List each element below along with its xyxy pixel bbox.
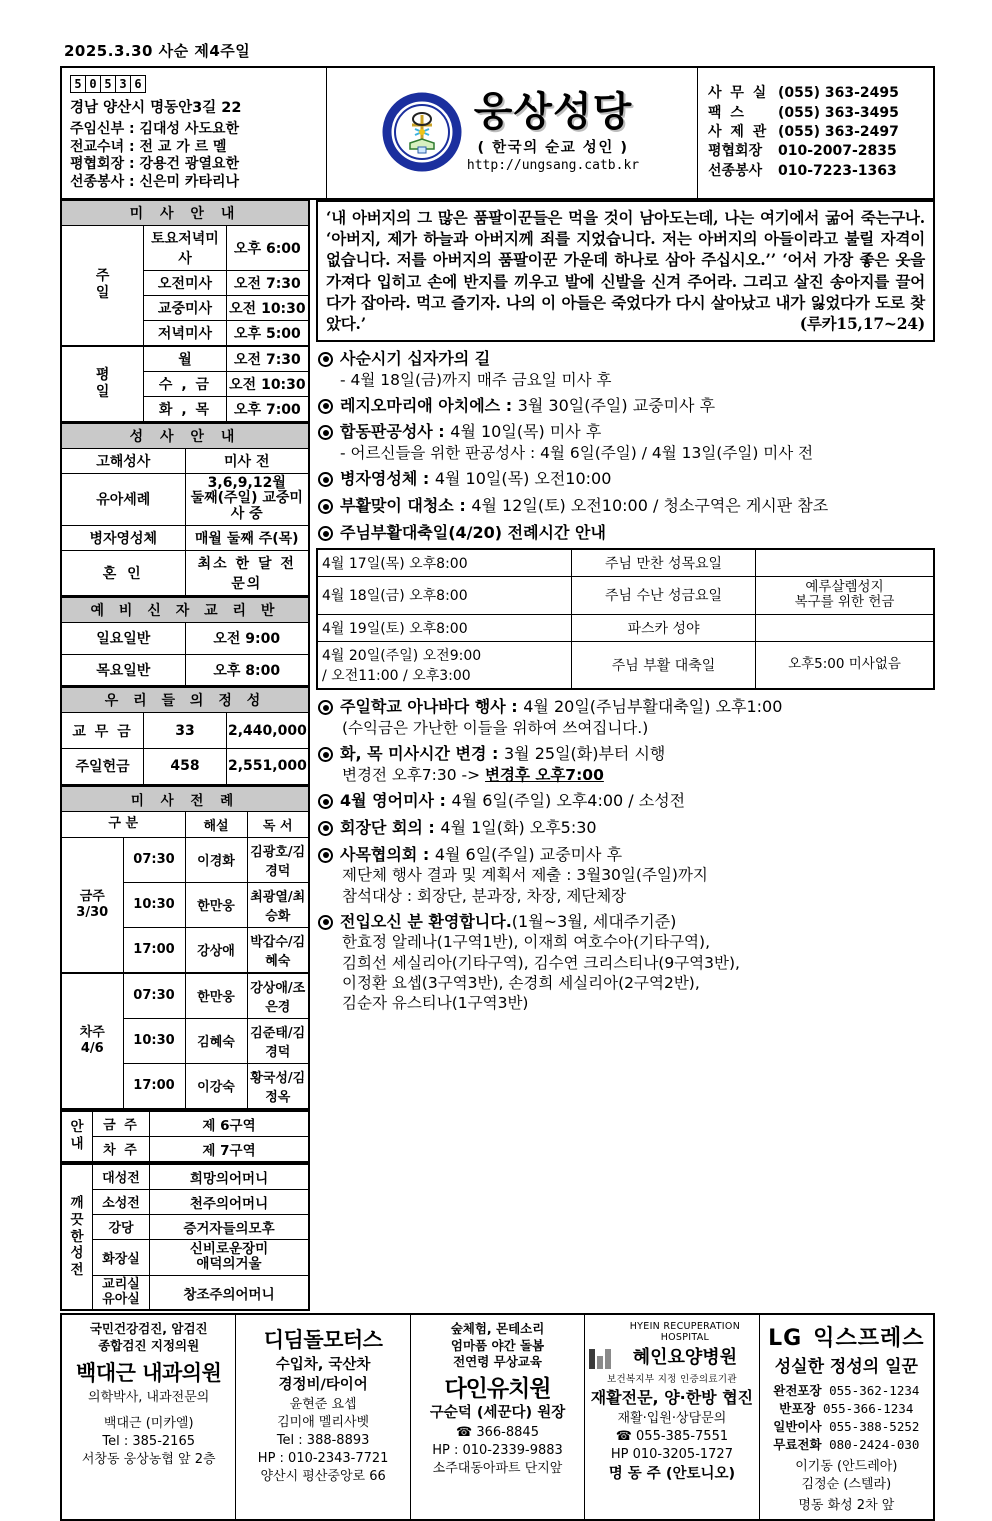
announcement-detail: 4월 10일(목) 미사 후 [450, 422, 602, 442]
staff-row: 주임신부 : 김대성 사도요한 [70, 121, 240, 137]
mass-time-before: 변경전 오후7:30 -> [342, 765, 486, 784]
usher-zone: 제 6구역 [150, 1111, 310, 1137]
ad-didimdol-motors[interactable] [236, 1315, 410, 1518]
offering-amount: 2,440,000 [226, 713, 309, 749]
cleaning-place: 강당 [93, 1214, 150, 1239]
sunday-label: 주 일 [61, 225, 144, 346]
easter-date: 4월 17일(목) 오후8:00 [317, 549, 572, 577]
usher-when: 차 주 [93, 1136, 150, 1162]
mass-time: 오후 7:00 [226, 396, 309, 422]
ad-rate-row [764, 1436, 929, 1454]
announcement-subline: (수익금은 가난한 이들을 위하여 쓰여집니다.) [342, 718, 649, 737]
ad-hp: HP : 010-2339-9883 [432, 1442, 563, 1458]
announcement-title [340, 791, 935, 812]
ad-logo-row [589, 1321, 754, 1369]
announcement-title: 사순시기 십자가의 길 [340, 348, 491, 368]
contact-row [708, 142, 925, 161]
zip-digit: 5 [100, 75, 116, 93]
mass-guide-title: 미 사 안 내 [61, 200, 309, 225]
announcement-detail: 4월 6일(주일) 오후4:00 / 소성전 [451, 791, 686, 810]
easter-date [317, 642, 572, 690]
liturgy-commentator: 강상애 [185, 927, 247, 973]
cleaning-team: 창조주의어머니 [150, 1276, 310, 1311]
usher-table [60, 1110, 310, 1163]
ad-rate-number: 055-366-1234 [823, 1400, 914, 1416]
mass-time: 오전 10:30 [226, 371, 309, 396]
sacrament-label: 고해성사 [61, 448, 185, 473]
liturgy-col-commentator: 해설 [185, 811, 247, 837]
bullet-icon [318, 425, 333, 440]
bullet-icon [318, 472, 333, 487]
contact-row [708, 123, 925, 142]
announcements-list [316, 349, 935, 1013]
church-subtitle: ( 한국의 순교 성인 ) [477, 139, 629, 156]
mass-name: 교중미사 [144, 295, 227, 320]
liturgy-time: 07:30 [123, 837, 185, 882]
announcement-title [340, 818, 935, 839]
liturgy-time: 07:30 [123, 973, 185, 1019]
staff-name: 강용건 광열요한 [139, 156, 240, 173]
catechumen-label: 목요일반 [61, 654, 185, 686]
ad-tagline-2: 종합검진 지정의원 [98, 1337, 200, 1353]
announcement-detail: (1월~3월, 세대주기준) [511, 911, 677, 931]
contact-cell [698, 67, 935, 199]
easter-name: 주님 수난 성금요일 [572, 576, 756, 614]
cleaning-team: 희망의어머니 [150, 1164, 310, 1190]
easter-date: 4월 19일(토) 오후8:00 [317, 615, 572, 642]
ad-address: 양산시 평산중앙로 66 [260, 1468, 386, 1484]
ad-rate-number: 055-362-1234 [829, 1382, 920, 1398]
contact-label: 선종봉사 [708, 162, 763, 179]
cleaning-place [93, 1276, 150, 1311]
bullet-icon [318, 794, 333, 809]
mass-name: 저녁미사 [144, 320, 227, 346]
sacrament-label: 혼 인 [61, 550, 185, 596]
easter-note-line2: 복구를 위한 헌금 [794, 594, 895, 611]
zip-digit: 5 [70, 75, 86, 93]
announcement-detail: 3월 30일(주일) 교중미사 후 [517, 395, 716, 415]
contact-label: 사 제 관 [708, 124, 769, 141]
zip-digit: 0 [85, 75, 101, 93]
announcement-label: 회장단 회의 : [340, 817, 441, 837]
contact-label: 사 무 실 [708, 85, 769, 102]
catechumen-table [60, 597, 310, 688]
mass-name: 수 , 금 [144, 371, 227, 396]
ad-name: 다인유치원 [444, 1376, 551, 1403]
sacrament-value [185, 473, 309, 525]
ad-person: 윤현준 요셉 [289, 1397, 357, 1413]
gospel-text: ‘내 아버지의 그 많은 품팔이꾼들은 먹을 것이 남아도는데, 나는 여기에서 굶어 죽는구나. ‘아버지, 제가 하늘과 아버지께 죄를 지었습니다. 저는 아버지의 아들이라고 불릴 자격이 없습니다. 저를 아버지의 품팔이꾼 가운데 하나로 삼아 주십시오.’’ ‘어서 가장 좋은 옷을 가져다 입히고 손에 반지를 끼우고 발에 신발을 신겨 주어라. 그리고 살진 송아지를 끌어다가 잡아라. 먹고 즐기자. 나의 이 아들은 죽었다가 다시 살아났고 내가 잃었다가 도로 찾았다.’ [326, 207, 925, 334]
ad-rate-row [764, 1382, 929, 1400]
announcement-item [316, 349, 935, 390]
gospel-quote [316, 200, 935, 342]
offering-table [60, 687, 310, 786]
announcement-title [340, 912, 935, 933]
ad-person: 김정순 (스텔라) [801, 1476, 892, 1492]
offering-title: 우 리 들 의 정 성 [61, 688, 309, 713]
liturgy-col-readers: 독 서 [247, 811, 309, 837]
announcement-detail: 4월 10일(목) 오전10:00 [434, 469, 612, 489]
announcement-item [316, 523, 935, 544]
ad-baekdaegeun-clinic[interactable] [62, 1315, 236, 1518]
ad-tel: Tel : 388-8893 [276, 1433, 370, 1449]
bullet-icon [318, 352, 333, 367]
staff-role: 선종봉사 [70, 173, 125, 190]
sacrament-value-line1: 3,6,9,12월 [207, 474, 286, 491]
ad-address: 명동 화성 2차 앞 [798, 1497, 895, 1513]
bullet-icon [318, 821, 333, 836]
bullet-icon [318, 915, 333, 930]
new-member-line: 이정환 요셉(3구역3반), 손경희 세실리아(2구역2반), [342, 973, 700, 992]
mass-time: 오전 7:30 [226, 346, 309, 372]
easter-schedule-table [316, 548, 935, 690]
bullet-icon [318, 700, 333, 715]
liturgy-week-name: 차주 [79, 1025, 105, 1041]
ad-tel: Tel : 385-2165 [102, 1433, 195, 1449]
gospel-source: (루카15,17~24) [799, 314, 925, 334]
announcement-title [340, 496, 935, 517]
ad-rate-row [764, 1418, 929, 1436]
easter-date: 4월 18일(금) 오후8:00 [317, 576, 572, 614]
ad-address: 소주대동아파트 단지앞 [432, 1460, 563, 1476]
announcement-subline [340, 765, 935, 785]
sacrament-value-line2: 둘째(주일) 교중미사 중 [190, 490, 303, 522]
weekday-label: 평 일 [61, 346, 144, 422]
easter-note: 오후5:00 미사없음 [756, 642, 935, 690]
cleaning-place: 화장실 [93, 1239, 150, 1276]
usher-when: 금 주 [93, 1111, 150, 1137]
announcement-title [340, 697, 935, 718]
announcement-subline: 참석대상 : 회장단, 분과장, 차장, 제단체장 [342, 886, 627, 905]
liturgy-readers: 최광열/최승화 [247, 882, 309, 927]
announcement-title [340, 845, 935, 866]
cleaning-team-line1: 신비로운장미 [189, 1240, 269, 1257]
announcement-label: 주일학교 아나바다 행사 : [340, 697, 524, 717]
parish-info-cell [61, 67, 327, 199]
announcement-title [340, 396, 935, 417]
ad-person: 백대근 (미카엘) [103, 1415, 194, 1431]
ad-service-1: 재활전문, 양·한방 협진 [590, 1388, 754, 1408]
sacrament-label: 병자영성체 [61, 525, 185, 550]
ad-person: 명 동 주 (안토니오) [608, 1466, 736, 1483]
announcement-item [316, 791, 935, 812]
announcement-title: 주님부활대축일(4/20) 전례시간 안내 [340, 523, 606, 543]
parish-crest-icon [385, 95, 459, 169]
offering-label: 주일헌금 [61, 749, 144, 785]
catechumen-label: 일요일반 [61, 622, 185, 654]
liturgy-title: 미 사 전 례 [61, 786, 309, 811]
cleaning-team: 증거자들의모후 [150, 1214, 310, 1239]
liturgy-time: 17:00 [123, 927, 185, 973]
announcement-title [340, 469, 935, 490]
advertisement-strip [60, 1313, 935, 1520]
offering-count: 33 [144, 713, 227, 749]
announcement-subline: 제단체 행사 결과 및 계획서 제출 : 3월30일(주일)까지 [342, 866, 708, 885]
cleaning-place-line1: 교리실 [102, 1277, 140, 1293]
mass-name: 토요저녁미사 [144, 225, 227, 270]
catechumen-value: 오후 8:00 [185, 654, 309, 686]
liturgy-readers: 김광호/김경덕 [247, 837, 309, 882]
announcement-detail: 4월 1일(화) 오후5:30 [440, 817, 597, 837]
contact-row [708, 104, 925, 123]
liturgy-commentator: 김혜숙 [185, 1018, 247, 1063]
staff-row: 전교수녀 : 전 교 가 르 멜 [70, 138, 227, 155]
dateline: 2025.3.30 사순 제4주일 [64, 42, 251, 60]
ad-tagline-3: 전연령 무상교육 [453, 1353, 542, 1369]
ad-dain-kindergarten[interactable] [411, 1315, 585, 1518]
ad-hp: HP : 010-2343-7721 [257, 1450, 389, 1466]
liturgy-week-date: 4/6 [80, 1040, 104, 1056]
ad-person: 김미애 멜리사벳 [277, 1415, 370, 1431]
cleaning-team [150, 1239, 310, 1276]
announcement-detail: 4월 12일(토) 오전10:00 / 청소구역은 게시판 참조 [471, 496, 829, 516]
announcement-subline: - 4월 18일(금)까지 매주 금요일 미사 후 [340, 370, 612, 389]
sacrament-label: 유아세례 [61, 473, 185, 525]
offering-amount: 2,551,000 [226, 749, 309, 785]
easter-date-line1: 4월 20일(주일) 오전9:00 [322, 648, 482, 665]
announcement-label: 화, 목 미사시간 변경 : [340, 744, 504, 764]
contact-label: 팩 스 [708, 104, 746, 121]
cleaning-team: 천주의어머니 [150, 1189, 310, 1214]
ad-english-name: HYEIN RECUPERATION HOSPITAL [629, 1321, 741, 1344]
ad-tel: ☎ 055-385-7551 [615, 1429, 729, 1445]
sacrament-title: 성 사 안 내 [61, 423, 309, 448]
announcement-item [316, 496, 935, 517]
ad-rate-number: 080-2424-030 [829, 1436, 920, 1452]
announcement-item [316, 697, 935, 738]
ad-person: 구순덕 (세꾼다) 원장 [429, 1405, 566, 1422]
ad-name: 혜인요양병원 [632, 1347, 738, 1369]
church-url[interactable]: http://ungsang.catb.kr [466, 157, 640, 173]
ad-certification: 보건복지부 지정 인증의료기관 [607, 1374, 737, 1386]
announcement-subline: - 어르신들을 위한 판공성사 : 4월 6일(주일) / 4월 13일(주일) 미사 전 [340, 444, 814, 463]
announcement-label: 사목협의회 : [340, 844, 435, 864]
announcement-detail: 4월 6일(주일) 교중미사 후 [434, 844, 623, 864]
contact-row [708, 162, 925, 181]
offering-label: 교 무 금 [61, 713, 144, 749]
ad-rate-label: 반포장 [779, 1400, 816, 1416]
parish-address: 경남 양산시 명동안3길 22 [70, 100, 242, 116]
liturgy-commentator: 이경화 [185, 837, 247, 882]
catechumen-value: 오전 9:00 [185, 622, 309, 654]
announcement-label: 합동판공성사 : [340, 422, 451, 442]
contact-number: 010-2007-2835 [778, 143, 897, 160]
ad-tagline-2: 엄마품 야간 돌봄 [450, 1337, 545, 1353]
cleaning-place-line2: 유아실 [102, 1291, 140, 1307]
liturgy-week-date: 3/30 [76, 904, 109, 920]
liturgy-week-label [61, 973, 123, 1109]
cleaning-place: 소성전 [93, 1189, 150, 1214]
liturgy-commentator: 이강숙 [185, 1063, 247, 1109]
contact-number: (055) 363-2495 [778, 85, 899, 102]
mass-name: 월 [144, 346, 227, 372]
sacrament-table [60, 423, 310, 597]
ad-hp: HP 010-3205-1727 [610, 1447, 733, 1463]
mass-time: 오후 5:00 [226, 320, 309, 346]
ad-rate-number: 055-388-5252 [829, 1418, 920, 1434]
ad-subtitle: 의학박사, 내과전문의 [88, 1389, 210, 1405]
announcement-label: 전입오신 분 환영합니다. [340, 911, 512, 931]
ad-rate-label: 완전포장 [773, 1382, 822, 1398]
easter-note-line1: 예루살렘성지 [805, 578, 884, 595]
announcement-title [340, 422, 935, 443]
masthead [60, 66, 935, 200]
liturgy-commentator: 한만웅 [185, 973, 247, 1019]
announcement-item [316, 912, 935, 1013]
ad-address: 서창동 웅상농협 앞 2층 [81, 1451, 216, 1467]
liturgy-time: 10:30 [123, 1018, 185, 1063]
easter-note [756, 615, 935, 642]
ad-tel: ☎ 366-8845 [456, 1425, 539, 1441]
ad-slogan: 성실한 정성의 일꾼 [774, 1357, 918, 1378]
ad-tagline-1: 국민건강검진, 암검진 [89, 1321, 208, 1337]
ad-person: 이기동 (안드레아) [795, 1459, 898, 1475]
church-name: 웅상성당 [473, 88, 633, 135]
ad-service-2: 경정비/타이어 [278, 1377, 368, 1394]
zip-digit: 6 [130, 75, 146, 93]
liturgy-readers: 강상애/조은경 [247, 973, 309, 1019]
staff-row: 선종봉사 : 신은미 카타리나 [70, 173, 240, 190]
zip-digit: 3 [115, 75, 131, 93]
bullet-icon [318, 848, 333, 863]
mass-guide-table [60, 200, 310, 423]
announcement-label: 부활맞이 대청소 : [340, 496, 472, 516]
new-member-line: 김희선 세실리아(기타구역), 김수연 크리스티나(9구역3반), [342, 953, 740, 972]
contact-number: (055) 363-2497 [778, 124, 899, 141]
staff-row: 평협회장 : 강용건 광열요한 [70, 156, 240, 173]
ad-name: 익스프레스 [813, 1326, 925, 1352]
ad-name: 디딤돌모터스 [263, 1328, 383, 1353]
sacrament-value: 매월 둘째 주(목) [185, 525, 309, 550]
right-column [310, 200, 935, 1020]
usher-label: 안 내 [61, 1111, 93, 1162]
hospital-logo-icon [589, 1349, 611, 1369]
announcement-item [316, 396, 935, 417]
zipcode [70, 73, 145, 93]
church-title-cell [327, 67, 698, 199]
liturgy-table [60, 786, 310, 1110]
ad-rate-label: 일반이사 [773, 1418, 822, 1434]
ad-lg-express[interactable] [760, 1315, 933, 1518]
contact-number: (055) 363-3495 [778, 104, 899, 121]
liturgy-week-name: 금주 [79, 889, 105, 905]
ad-tagline-1: 숲체험, 몬테소리 [450, 1321, 545, 1337]
announcement-label: 4월 영어미사 : [340, 791, 452, 810]
ad-rate-label: 무료전화 [773, 1436, 822, 1452]
easter-name: 주님 부활 대축일 [572, 642, 756, 690]
contact-label: 평협회장 [708, 143, 763, 160]
bullet-icon [318, 399, 333, 414]
announcement-title [340, 744, 935, 765]
offering-count: 458 [144, 749, 227, 785]
liturgy-commentator: 한만웅 [185, 882, 247, 927]
new-member-line: 김순자 유스티나(1구역3반) [342, 993, 529, 1012]
left-column [60, 200, 310, 1312]
lg-logo-icon: LG [768, 1326, 803, 1352]
cleaning-team-line2: 애덕의거울 [196, 1256, 262, 1273]
ad-hyein-hospital[interactable] [585, 1315, 759, 1518]
staff-name: 김대성 사도요한 [139, 121, 240, 137]
sacrament-value: 최소 한 달 전 문의 [185, 550, 309, 596]
cleaning-place: 대성전 [93, 1164, 150, 1190]
staff-role: 주임신부 [70, 121, 125, 137]
easter-note [756, 576, 935, 614]
new-member-line: 한효정 알레나(1구역1반), 이재희 여호수아(기타구역), [342, 933, 711, 952]
liturgy-time: 10:30 [123, 882, 185, 927]
cleaning-table [60, 1163, 310, 1312]
mass-time: 오전 10:30 [226, 295, 309, 320]
announcement-detail: 4월 20일(주님부활대축일) 오후1:00 [523, 697, 783, 717]
liturgy-week-label [61, 837, 123, 973]
announcement-item [316, 845, 935, 906]
liturgy-time: 17:00 [123, 1063, 185, 1109]
liturgy-readers: 김준태/김경덕 [247, 1018, 309, 1063]
bullet-icon [318, 499, 333, 514]
easter-note [756, 549, 935, 577]
mass-name: 오전미사 [144, 270, 227, 295]
easter-name: 주님 만찬 성목요일 [572, 549, 756, 577]
catechumen-title: 예 비 신 자 교 리 반 [61, 597, 309, 622]
announcement-item [316, 469, 935, 490]
mass-time: 오후 6:00 [226, 225, 309, 270]
liturgy-readers: 박갑수/김혜숙 [247, 927, 309, 973]
staff-name: 신은미 카타리나 [139, 173, 240, 190]
ad-service-1: 수입차, 국산차 [275, 1357, 371, 1374]
mass-time-after: 변경후 오후7:00 [485, 765, 604, 784]
announcement-detail: 3월 25일(화)부터 시행 [503, 744, 666, 764]
contact-number: 010-7223-1363 [778, 162, 897, 179]
announcement-label: 병자영성체 : [340, 469, 435, 489]
bullet-icon [318, 747, 333, 762]
easter-date-line2: / 오전11:00 / 오후3:00 [322, 668, 471, 685]
announcement-item [316, 422, 935, 463]
bulletin-sheet [60, 40, 935, 1521]
usher-zone: 제 7구역 [150, 1136, 310, 1162]
bullet-icon [318, 526, 333, 541]
liturgy-readers: 황국성/김정옥 [247, 1063, 309, 1109]
sacrament-value: 미사 전 [185, 448, 309, 473]
easter-name: 파스카 성야 [572, 615, 756, 642]
staff-name: 전 교 가 르 멜 [139, 138, 227, 155]
ad-name: 백대근 내과의원 [76, 1360, 222, 1385]
ad-service-2: 재활·입원·상담문의 [617, 1411, 727, 1427]
staff-role: 평협회장 [70, 156, 125, 173]
ad-brand-row [764, 1321, 929, 1352]
contact-row [708, 84, 925, 103]
announcement-item [316, 818, 935, 839]
cleaning-label: 깨 끗 한 성 전 [61, 1164, 93, 1311]
announcement-item [316, 744, 935, 785]
ad-rate-row [764, 1400, 929, 1418]
announcement-label: 레지오마리애 아치에스 : [340, 395, 518, 415]
mass-time: 오전 7:30 [226, 270, 309, 295]
liturgy-col-group: 구 분 [61, 811, 185, 837]
staff-role: 전교수녀 [70, 138, 125, 155]
mass-name: 화 , 목 [144, 396, 227, 422]
